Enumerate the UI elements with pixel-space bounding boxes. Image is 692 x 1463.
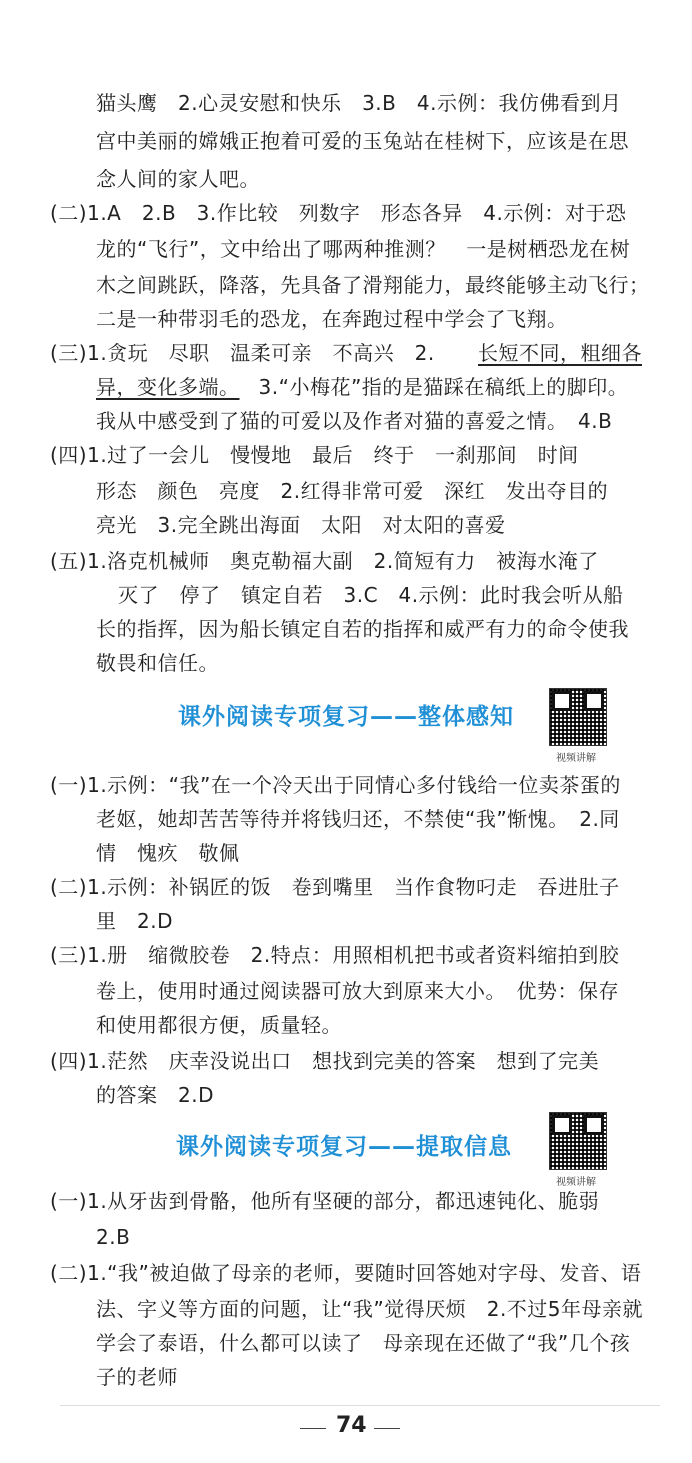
answer-line: (一)1.从牙齿到骨骼，他所有坚硬的部分，都迅速钝化、脆弱 bbox=[50, 1189, 600, 1213]
answer-line: 形态 颜色 亮度 2.红得非常可爱 深红 发出夺目的 bbox=[96, 479, 609, 503]
answer-line: 灭了 停了 镇定自若 3.C 4.示例：此时我会听从船 bbox=[118, 583, 624, 607]
page-number-dash-left bbox=[300, 1428, 326, 1429]
answer-line: (二)1.“我”被迫做了母亲的老师，要随时回答她对字母、发音、语 bbox=[50, 1261, 642, 1285]
answer-line: 猫头鹰 2.心灵安慰和快乐 3.B 4.示例：我仿佛看到月 bbox=[96, 91, 622, 115]
answer-line: 亮光 3.完全跳出海面 太阳 对太阳的喜爱 bbox=[96, 513, 506, 537]
answer-line: (三)1.册 缩微胶卷 2.特点：用照相机把书或者资料缩拍到胶 bbox=[50, 943, 620, 967]
answer-line: 念人间的家人吧。 bbox=[96, 167, 260, 191]
answer-line: 学会了泰语，什么都可以读了 母亲现在还做了“我”几个孩 bbox=[96, 1331, 631, 1355]
answer-line: 里 2.D bbox=[96, 909, 173, 933]
answer-line: (四)1.茫然 庆幸没说出口 想找到完美的答案 想到了完美 bbox=[50, 1049, 600, 1073]
answer-line: 我从中感受到了猫的可爱以及作者对猫的喜爱之情。 4.B bbox=[96, 409, 613, 433]
answer-line: (二)1.示例：补锅匠的饭 卷到嘴里 当作食物叼走 吞进肚子 bbox=[50, 875, 620, 899]
answer-line: 老妪，她却苦苦等待并将钱归还，不禁使“我”惭愧。 2.同 bbox=[96, 807, 620, 831]
qr-label: 视频讲解 bbox=[556, 753, 596, 764]
answer-line: 长的指挥，因为船长镇定自若的指挥和威严有力的命令使我 bbox=[96, 617, 629, 641]
answer-line: 二是一种带羽毛的恐龙，在奔跑过程中学会了飞翔。 bbox=[96, 307, 568, 331]
answer-line: 和使用都很方便，质量轻。 bbox=[96, 1013, 342, 1037]
qr-code-icon[interactable] bbox=[549, 1112, 607, 1170]
underlined-answer: 长短不同，粗细各 bbox=[478, 341, 642, 365]
section-title: 课外阅读专项复习——提取信息 bbox=[176, 1134, 512, 1160]
answer-line: 龙的“飞行”，文中给出了哪两种推测？ 一是树栖恐龙在树 bbox=[96, 237, 631, 261]
answer-line: 木之间跳跃，降落，先具备了滑翔能力，最终能够主动飞行； bbox=[96, 273, 650, 297]
footer-rule bbox=[60, 1405, 660, 1406]
page-number: 74 bbox=[336, 1413, 367, 1438]
answer-line: 3.“小梅花”指的是猫踩在稿纸上的脚印。 bbox=[238, 375, 629, 399]
answer-line: 的答案 2.D bbox=[96, 1083, 214, 1107]
qr-code-icon[interactable] bbox=[549, 688, 607, 746]
answer-line: (五)1.洛克机械师 奥克勒福大副 2.简短有力 被海水淹了 bbox=[50, 549, 599, 573]
answer-line: 敬畏和信任。 bbox=[96, 651, 219, 675]
qr-label: 视频讲解 bbox=[556, 1177, 596, 1188]
answer-line: 情 愧疚 敬佩 bbox=[96, 841, 240, 865]
section-title: 课外阅读专项复习——整体感知 bbox=[178, 704, 514, 730]
answer-line: 宫中美丽的嫦娥正抱着可爱的玉兔站在桂树下，应该是在思 bbox=[96, 129, 629, 153]
answer-line: (三)1.贪玩 尽职 温柔可亲 不高兴 2. bbox=[50, 341, 435, 365]
answer-line: (二)1.A 2.B 3.作比较 列数字 形态各异 4.示例：对于恐 bbox=[50, 201, 627, 225]
answer-line: 法、字义等方面的问题，让“我”觉得厌烦 2.不过5年母亲就 bbox=[96, 1297, 644, 1321]
answer-line: 子的老师 bbox=[96, 1365, 178, 1389]
answer-line: (四)1.过了一会儿 慢慢地 最后 终于 一刹那间 时间 bbox=[50, 443, 579, 467]
answer-line: 2.B bbox=[96, 1225, 131, 1249]
page-number-dash-right bbox=[374, 1428, 400, 1429]
underlined-answer: 异，变化多端。 bbox=[96, 375, 240, 399]
answer-line: (一)1.示例：“我”在一个冷天出于同情心多付钱给一位卖茶蛋的 bbox=[50, 773, 621, 797]
answer-line: 卷上，使用时通过阅读器可放大到原来大小。 优势：保存 bbox=[96, 979, 619, 1003]
